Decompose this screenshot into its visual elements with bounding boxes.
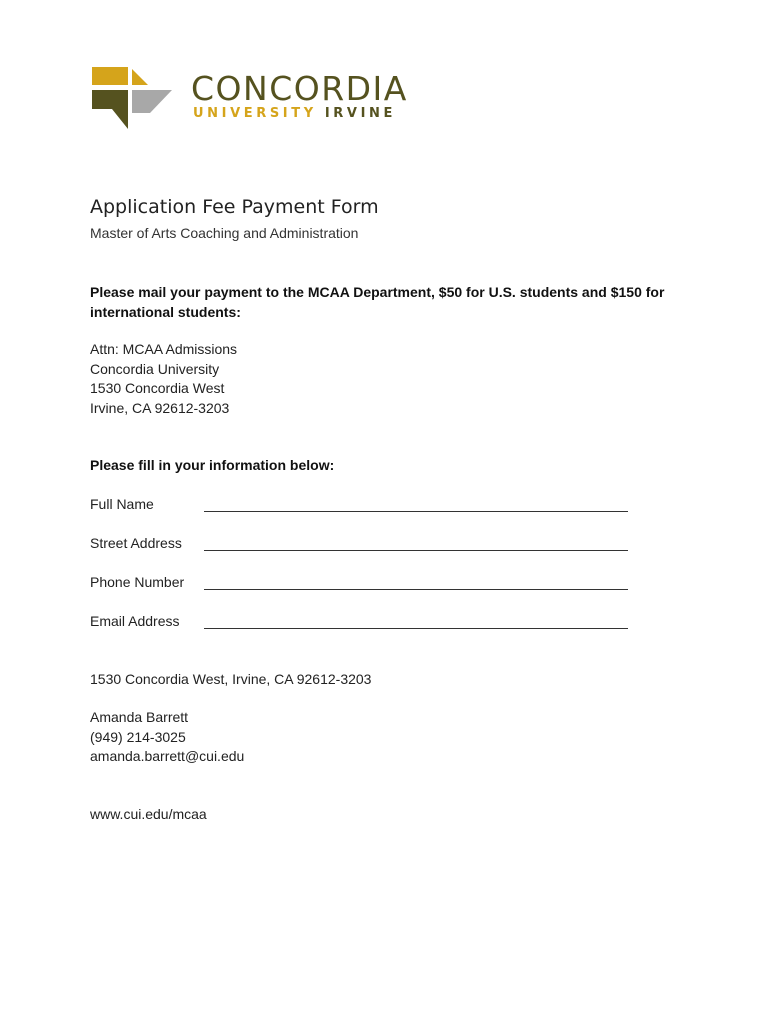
address-line: Concordia University — [90, 360, 220, 377]
concordia-logo-icon — [92, 47, 172, 129]
page-title: Application Fee Payment Form — [90, 196, 379, 218]
address-line: Attn: MCAA Admissions — [90, 341, 238, 357]
street-address-field[interactable] — [204, 536, 628, 551]
full-name-field[interactable] — [204, 497, 628, 512]
logo-subtitle — [193, 106, 396, 121]
street-address-label: Street Address — [90, 535, 182, 551]
contact-block — [90, 708, 244, 767]
email-address-field[interactable] — [204, 614, 628, 629]
logo-gold-right-shape — [132, 69, 148, 85]
logo-gray-shape — [132, 90, 172, 113]
contact-email: amanda.barrett@cui.edu — [90, 748, 245, 764]
phone-number-field[interactable] — [204, 575, 628, 590]
mailing-address — [90, 340, 237, 418]
contact-phone: (949) 214-3025 — [90, 728, 186, 745]
address-line: Irvine, CA 92612-3203 — [90, 399, 230, 416]
logo-sub-university: UNIVERSITY — [193, 106, 317, 121]
logo-sub-irvine: IRVINE — [324, 106, 396, 121]
logo-gold-shape — [92, 47, 128, 85]
phone-number-label: Phone Number — [90, 574, 185, 590]
address-line: 1530 Concordia West — [90, 380, 225, 396]
footer-address: 1530 Concordia West, Irvine, CA 92612-3203 — [90, 671, 372, 687]
email-address-label: Email Address — [90, 613, 180, 629]
payment-instructions: Please mail your payment to the MCAA Department, $50 for U.S. students and $150 for international students: — [90, 284, 665, 320]
logo-olive-shape — [92, 90, 128, 129]
fill-in-heading: Please fill in your information below: — [90, 457, 335, 473]
full-name-label: Full Name — [90, 496, 154, 512]
contact-name: Amanda Barrett — [90, 709, 189, 725]
page-subtitle: Master of Arts Coaching and Administration — [90, 225, 359, 241]
website-link: www.cui.edu/mcaa — [90, 806, 207, 822]
logo-wordmark: CONCORDIA — [191, 69, 408, 108]
